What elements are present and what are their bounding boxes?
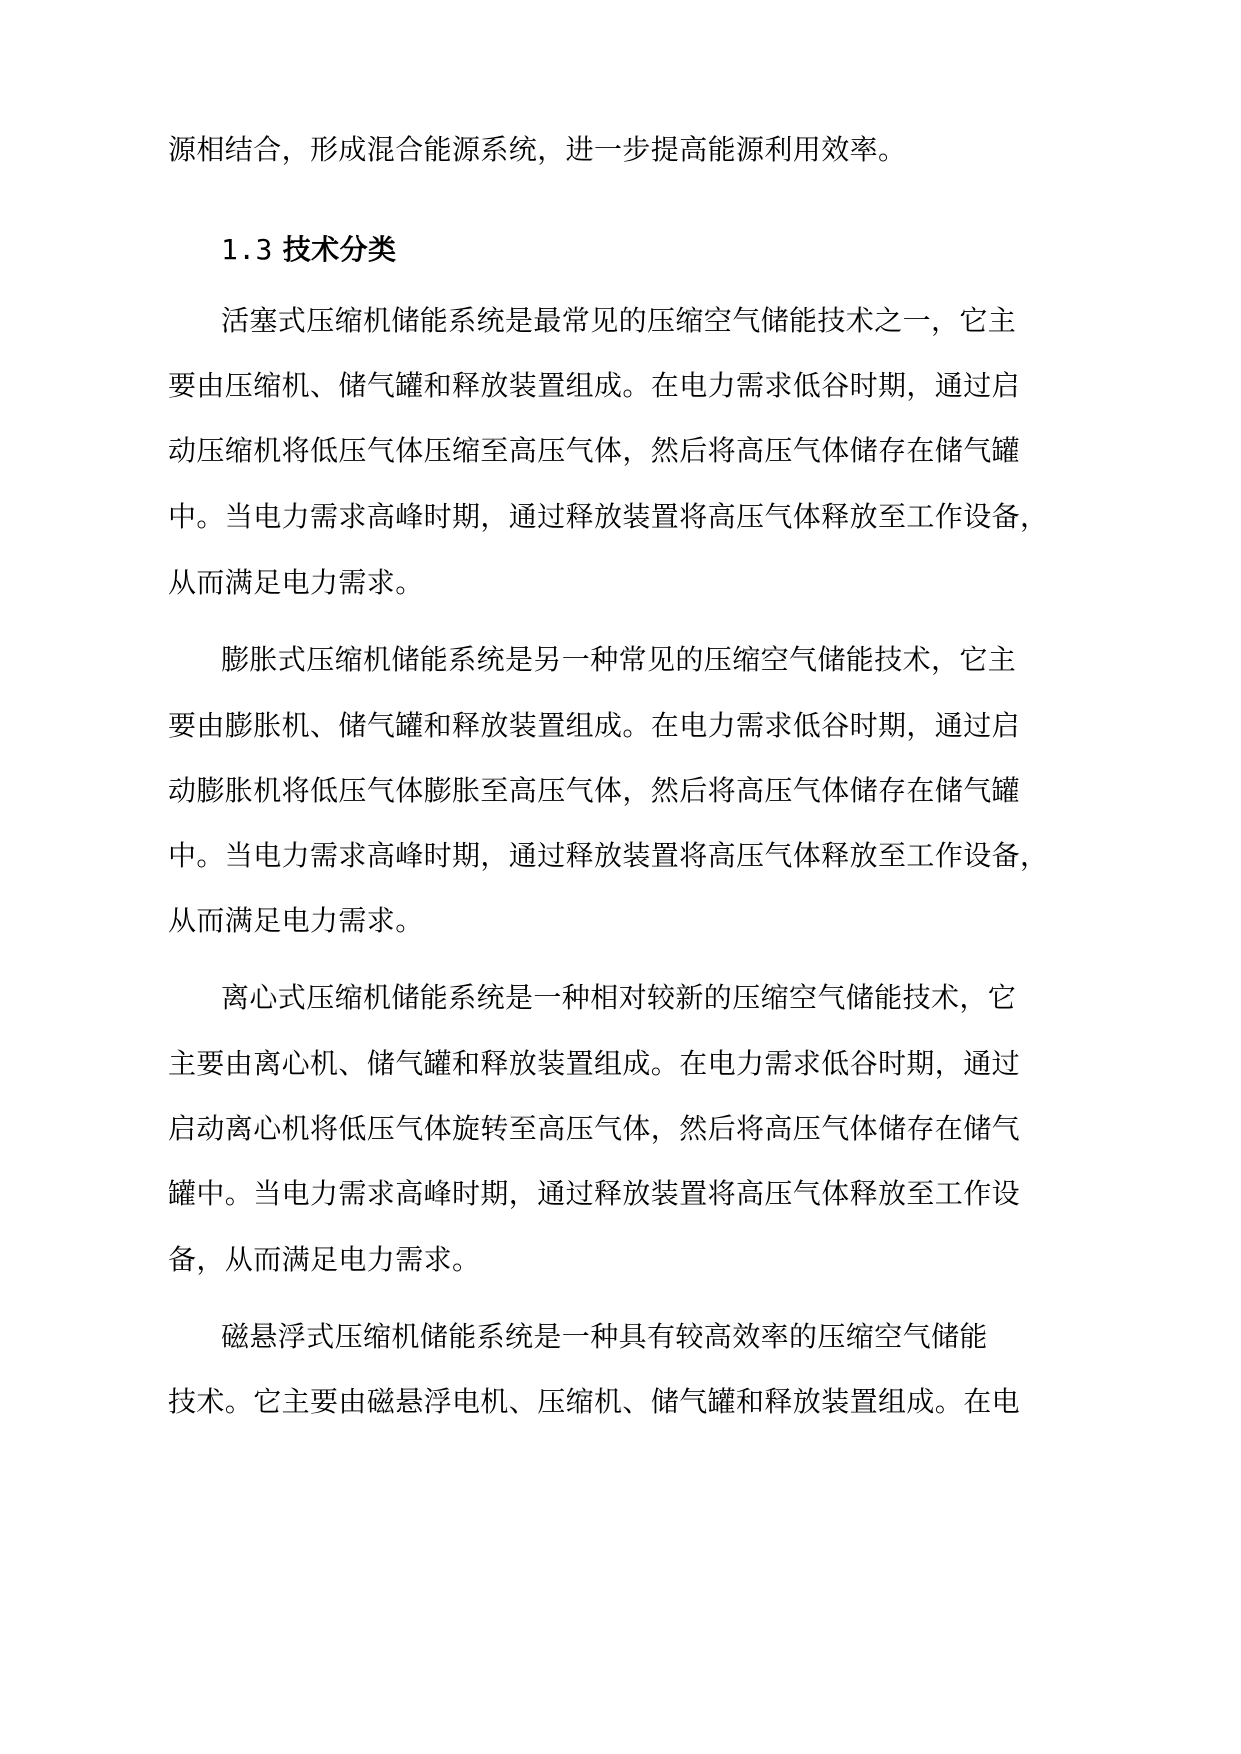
paragraph-3-line-1: 离心式压缩机储能系统是一种相对较新的压缩空气储能技术，它 <box>221 981 1017 1014</box>
paragraph-1-line-2: 要由压缩机、储气罐和释放装置组成。在电力需求低谷时期，通过启 <box>168 369 1021 402</box>
section-number: 1.3 <box>221 233 273 266</box>
intro-line: 源相结合，形成混合能源系统，进一步提高能源利用效率。 <box>168 133 907 166</box>
paragraph-4-line-2: 技术。它主要由磁悬浮电机、压缩机、储气罐和释放装置组成。在电 <box>168 1385 1021 1418</box>
paragraph-2-line-3: 动膨胀机将低压气体膨胀至高压气体，然后将高压气体储存在储气罐 <box>168 774 1021 807</box>
paragraph-3-line-3: 启动离心机将低压气体旋转至高压气体，然后将高压气体储存在储气 <box>168 1112 1021 1145</box>
section-title: 技术分类 <box>282 233 397 266</box>
section-heading <box>221 230 396 270</box>
paragraph-3-line-5: 备，从而满足电力需求。 <box>168 1243 481 1276</box>
paragraph-2-line-5: 从而满足电力需求。 <box>168 904 424 937</box>
paragraph-2-line-1: 膨胀式压缩机储能系统是另一种常见的压缩空气储能技术，它主 <box>221 643 1017 676</box>
paragraph-4-line-1: 磁悬浮式压缩机储能系统是一种具有较高效率的压缩空气储能 <box>221 1320 988 1353</box>
paragraph-3-line-2: 主要由离心机、储气罐和释放装置组成。在电力需求低谷时期，通过 <box>168 1047 1021 1080</box>
paragraph-1-line-5: 从而满足电力需求。 <box>168 566 424 599</box>
paragraph-1-line-1: 活塞式压缩机储能系统是最常见的压缩空气储能技术之一，它主 <box>221 304 1017 337</box>
paragraph-3-line-4: 罐中。当电力需求高峰时期，通过释放装置将高压气体释放至工作设 <box>168 1177 1021 1210</box>
paragraph-1-line-4: 中。当电力需求高峰时期，通过释放装置将高压气体释放至工作设备， <box>168 500 1049 533</box>
paragraph-1-line-3: 动压缩机将低压气体压缩至高压气体，然后将高压气体储存在储气罐 <box>168 434 1021 467</box>
paragraph-2-line-4: 中。当电力需求高峰时期，通过释放装置将高压气体释放至工作设备， <box>168 839 1049 872</box>
paragraph-2-line-2: 要由膨胀机、储气罐和释放装置组成。在电力需求低谷时期，通过启 <box>168 709 1021 742</box>
